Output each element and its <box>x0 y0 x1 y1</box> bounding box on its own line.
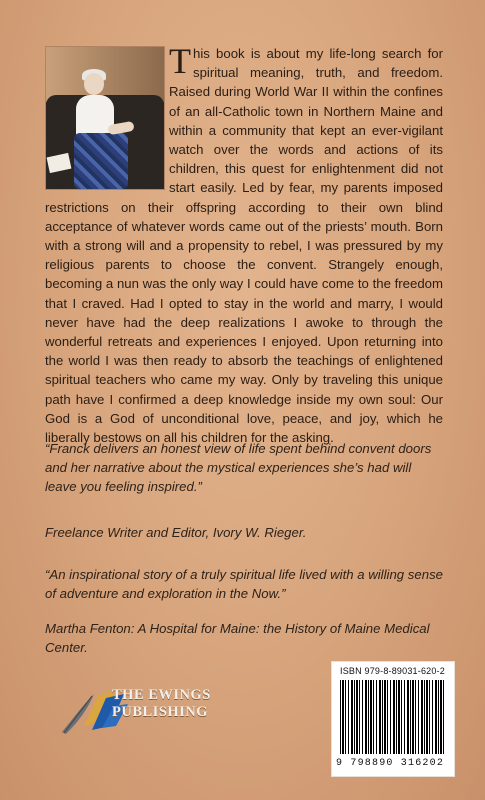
publisher-name-line1: THE EWINGS <box>112 687 211 703</box>
description-text: his book is about my life-long search for spiritual meaning, truth, and freedom. Raised during World War II within the confines of an all-Catholic town in Northern Maine and within a community that kept an ever-vigilant watch over the words and actions of its children, this quest for enlightenment did not start easily. Led by fear, my parents imposed restrictions on their offspring according to their own blind acceptance of whatever words came out of the priests’ mouth. Born with a strong will and a propensity to rebel, I was pressured by my religious parents to choose the convent. Strangely enough, becoming a nun was the only way I could have come to the freedom that I craved. Had I opted to stay in the world and marry, I would never have had the deep realizations I awoke to through the wonderful retreats and experiences I enjoyed. Upon returning into the world I was then ready to absorb the teachings of enlightened spiritual teachers who came my way. Only by traveling this unique path have I confirmed a deep knowledge inside my own soul: Our God is a God of unconditional love, peace, and joy, which he liberally bestows on all his children for the asking. <box>45 46 443 446</box>
barcode <box>331 661 455 777</box>
barcode-bars <box>340 680 446 754</box>
review-attribution-1: Freelance Writer and Editor, Ivory W. Rieger. <box>45 525 307 540</box>
barcode-number: 9 798890 316202 <box>336 758 445 769</box>
feather-icon <box>62 694 94 734</box>
review-attribution-2: Martha Fenton: A Hospital for Maine: the History of Maine Medical Center. <box>45 621 430 655</box>
publisher-name-line2: PUBLISHING <box>112 704 209 720</box>
publisher-name <box>112 687 211 721</box>
review-quote-2: “An inspirational story of a truly spiritual life lived with a willing sense of adventure and exploration in the Now.” <box>45 567 443 601</box>
photo-figure-head <box>84 73 104 95</box>
drop-cap: T <box>169 41 191 81</box>
review-quote-1: “Franck delivers an honest view of life spent behind convent doors and her narrative about the mystical experiences she’s had will leave you feeling inspired.” <box>45 441 432 494</box>
author-photo <box>45 46 165 190</box>
photo-figure-dress <box>74 133 128 189</box>
isbn-label: ISBN 979-8-89031-620-2 <box>340 666 445 676</box>
